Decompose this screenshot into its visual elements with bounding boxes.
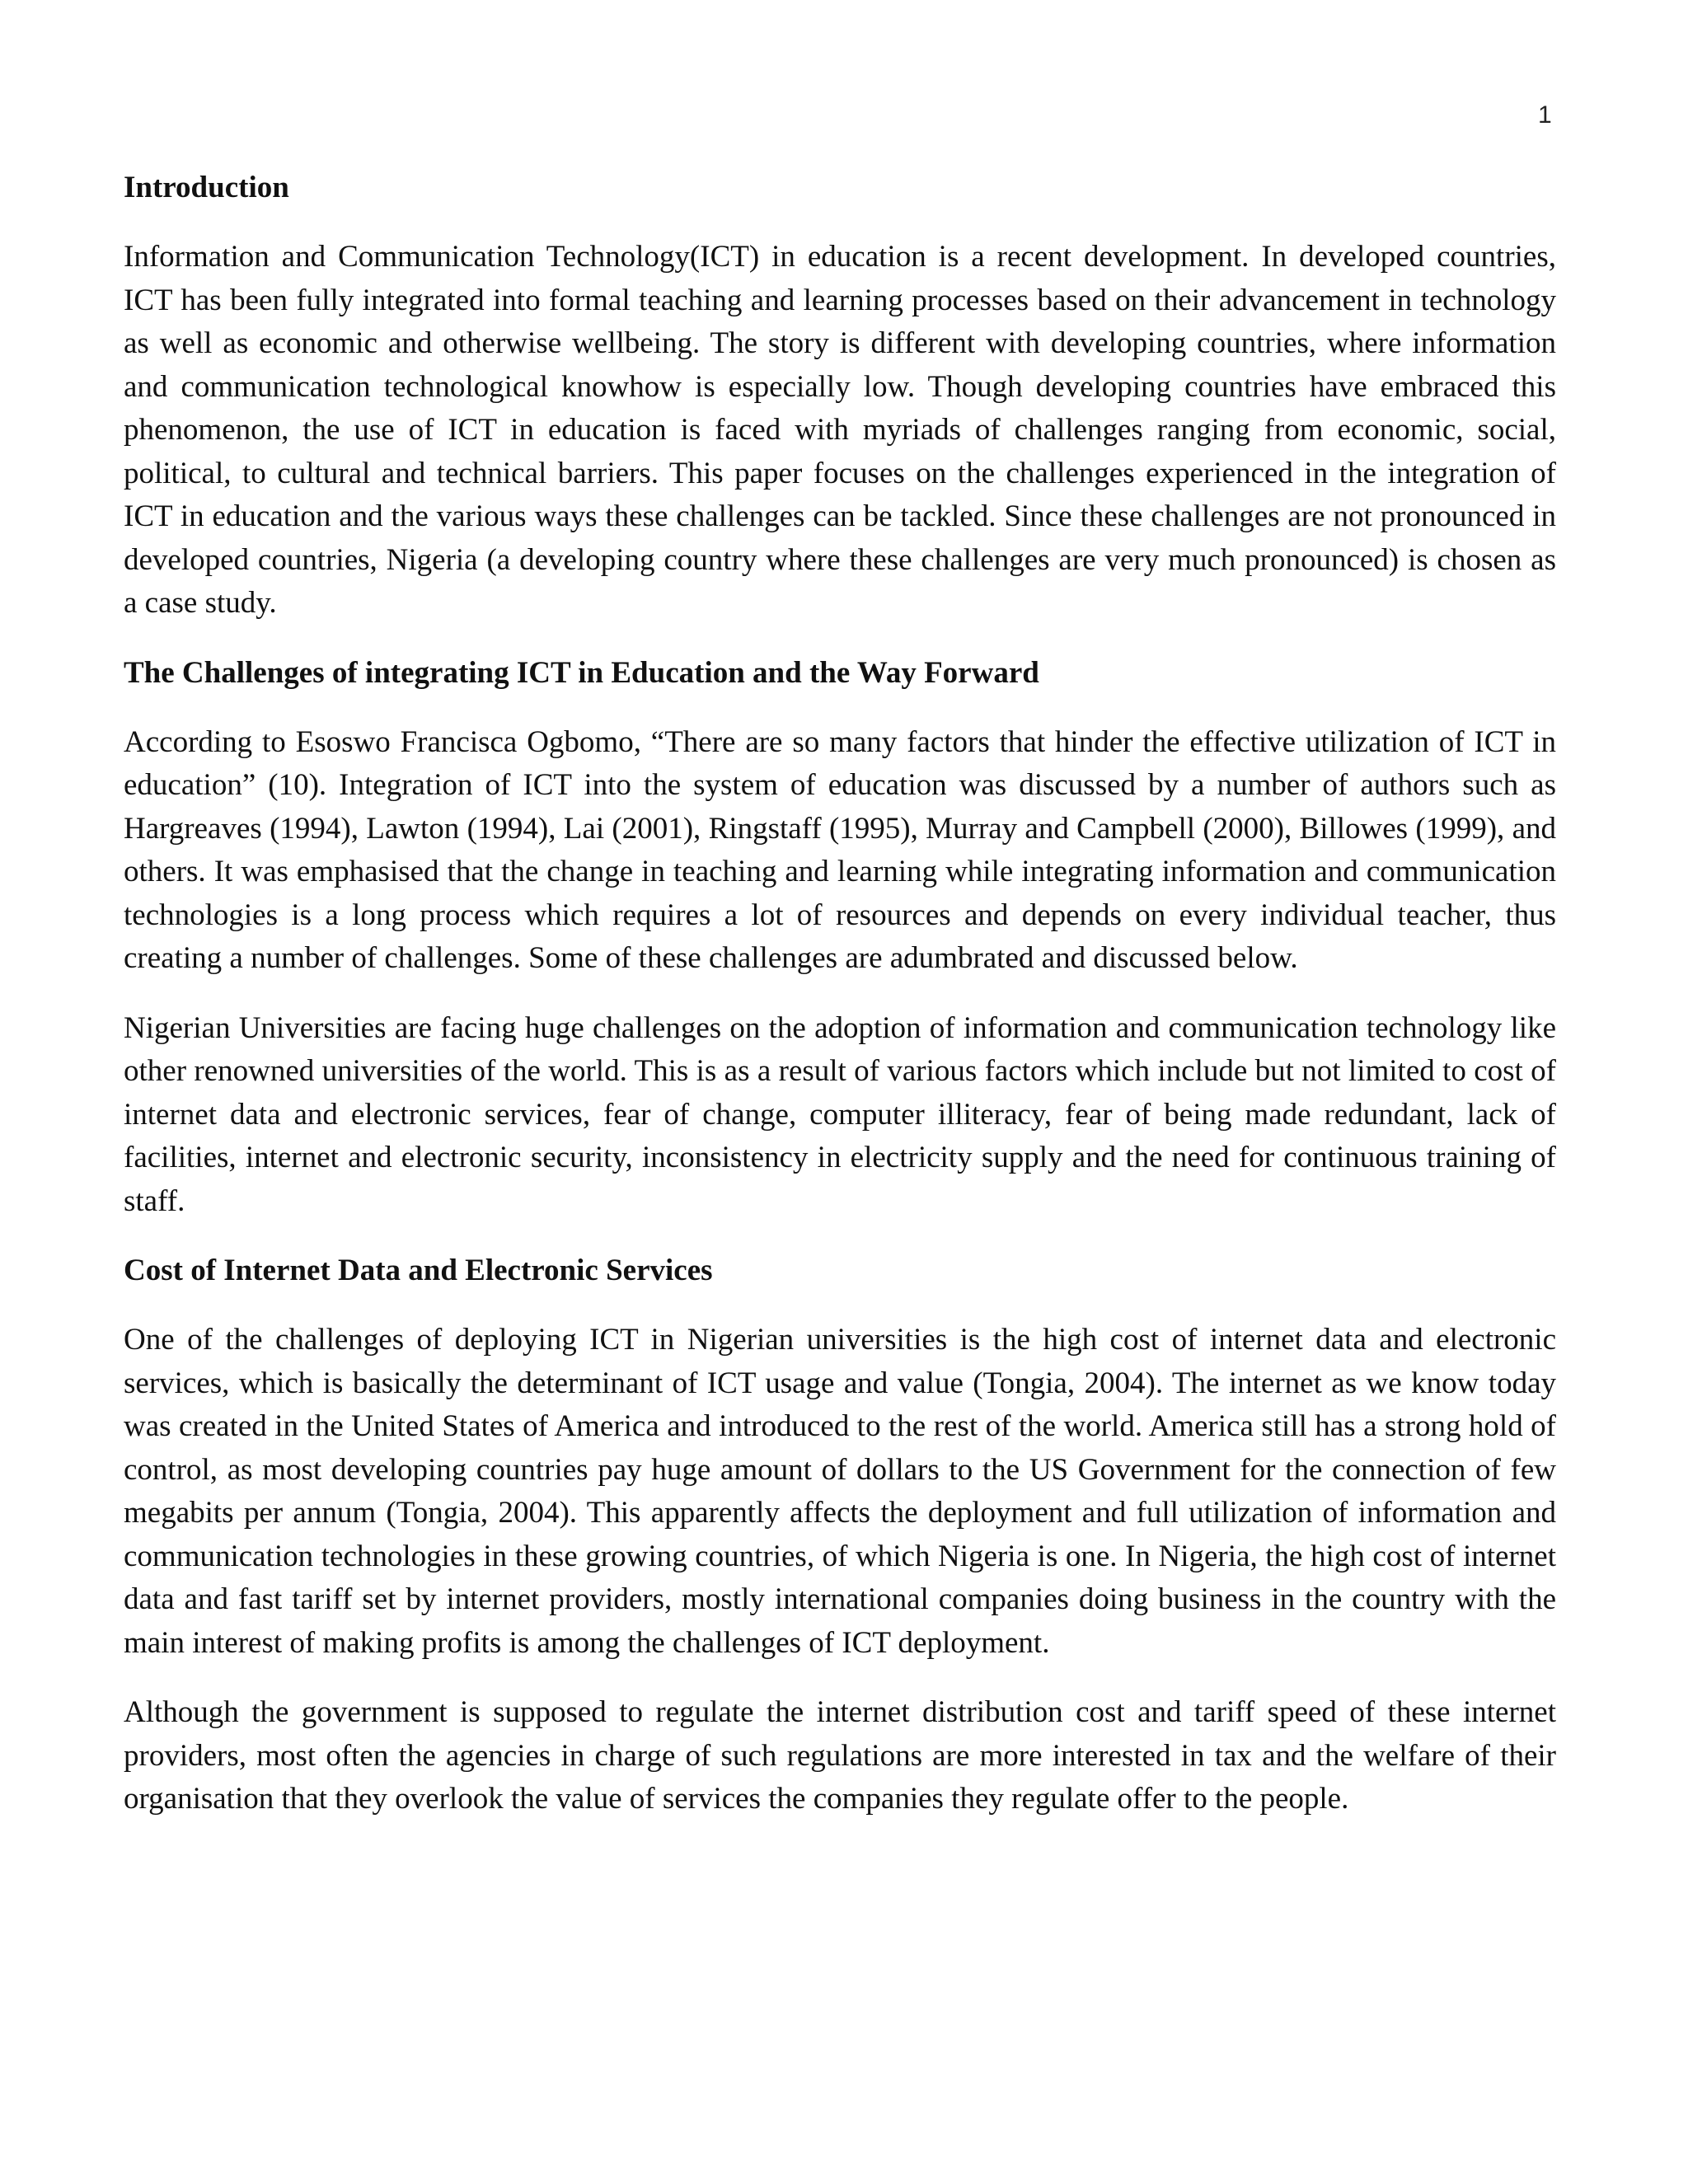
- section-heading-challenges: The Challenges of integrating ICT in Education and the Way Forward: [124, 655, 1039, 690]
- document-body: [124, 166, 1556, 1848]
- paragraph-challenges-1: According to Esoswo Francisca Ogbomo, “There are so many factors that hinder the effective utilization of ICT in education” (10). Integration of ICT into the system of education was discussed by a number of authors such as Hargreaves (1994), Lawton (1994), Lai (2001), Ringstaff (1995), Murray and Campbell (2000), Billowes (1999), and others. It was emphasised that the change in teaching and learning while integrating information and communication technologies is a long process which requires a lot of resources and depends on every individual teacher, thus creating a number of challenges. Some of these challenges are adumbrated and discussed below.: [124, 724, 1556, 975]
- section-heading-introduction: Introduction: [124, 171, 289, 204]
- section-heading-cost-of-internet: Cost of Internet Data and Electronic Services: [124, 1254, 713, 1287]
- paragraph-cost-2: Although the government is supposed to regulate the internet distribution cost and tariff speed of these internet providers, most often the agencies in charge of such regulations are more interested in tax and the welfare of their organisation that they overlook the value of services the companies they regulate offer to the people.: [124, 1695, 1556, 1816]
- paragraph-cost-1: One of the challenges of deploying ICT in Nigerian universities is the high cost of internet data and electronic services, which is basically the determinant of ICT usage and value (Tongia, 2004). The internet as we know today was created in the United States of America and introduced to the rest of the world. America still has a strong hold of control, as most developing countries pay huge amount of dollars to the US Government for the connection of few megabits per annum (Tongia, 2004). This apparently affects the deployment and full utilization of information and communication technologies in these growing countries, of which Nigeria is one. In Nigeria, the high cost of internet data and fast tariff set by internet providers, mostly international companies doing business in the country with the main interest of making profits is among the challenges of ICT deployment.: [124, 1323, 1556, 1660]
- paragraph-introduction: Information and Communication Technology(ICT) in education is a recent development. In developed countries, ICT has been fully integrated into formal teaching and learning processes based on their advancement in technology as well as economic and otherwise wellbeing. The story is different with developing countries, where information and communication technological knowhow is especially low. Though developing countries have embraced this phenomenon, the use of ICT in education is faced with myriads of challenges ranging from economic, social, political, to cultural and technical barriers. This paper focuses on the challenges experienced in the integration of ICT in education and the various ways these challenges can be tackled. Since these challenges are not pronounced in developed countries, Nigeria (a developing country where these challenges are very much pronounced) is chosen as a case study.: [124, 240, 1556, 620]
- paragraph-challenges-2: Nigerian Universities are facing huge challenges on the adoption of information and communication technology like other renowned universities of the world. This is as a result of various factors which include but not limited to cost of internet data and electronic services, fear of change, computer illiteracy, fear of being made redundant, lack of facilities, internet and electronic security, inconsistency in electricity supply and the need for continuous training of staff.: [124, 1010, 1556, 1218]
- page-number: 1: [1538, 101, 1552, 129]
